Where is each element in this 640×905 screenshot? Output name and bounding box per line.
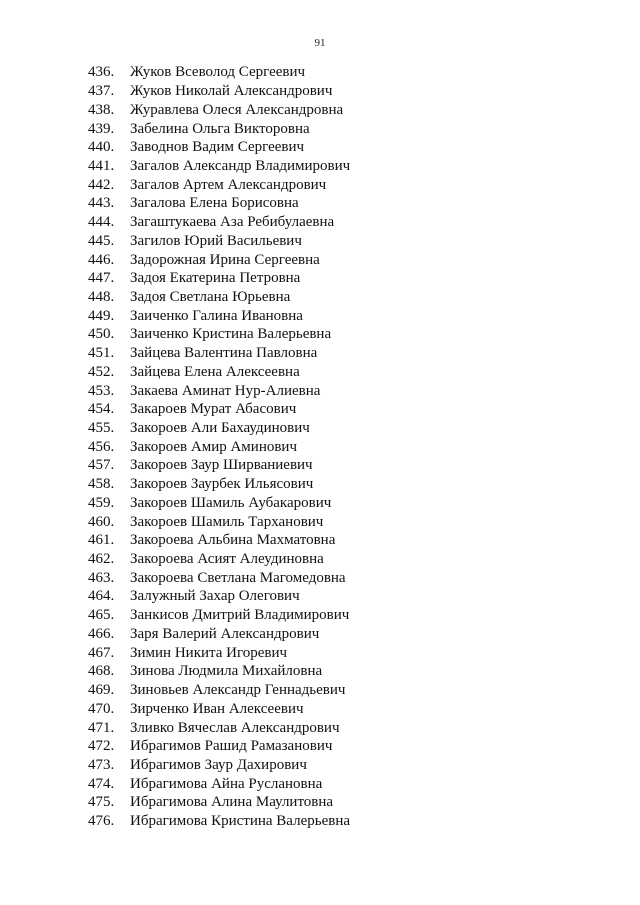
list-item-number: 460.: [88, 513, 115, 530]
list-item-number: 472.: [88, 738, 115, 755]
list-item-name: Задорожная Ирина Сергеевна: [130, 251, 320, 268]
list-item: [88, 250, 588, 269]
page-number: 91: [314, 37, 326, 49]
list-item-number: 470.: [88, 700, 115, 717]
list-item-name: Загилов Юрий Васильевич: [130, 232, 302, 249]
list-item-number: 466.: [88, 625, 115, 642]
list-item-name: Залужный Захар Олегович: [130, 588, 300, 605]
list-item: [88, 812, 588, 831]
list-item-name: Зиновьев Александр Геннадьевич: [130, 682, 346, 699]
list-item-name: Ибрагимов Заур Дахирович: [130, 756, 307, 773]
list-item: [88, 587, 588, 606]
list-item: [88, 119, 588, 138]
list-item: [88, 325, 588, 344]
list-item-name: Загаштукаева Аза Ребибулаевна: [130, 214, 335, 231]
list-item-number: 441.: [88, 157, 115, 174]
list-item-number: 444.: [88, 214, 115, 231]
list-item-name: Жуков Всеволод Сергеевич: [130, 64, 306, 81]
list-item: [88, 381, 588, 400]
list-item: [88, 550, 588, 569]
list-item-number: 442.: [88, 176, 115, 193]
list-item: [88, 793, 588, 812]
list-item: [88, 625, 588, 644]
list-item-name: Загалов Артем Александрович: [130, 176, 327, 193]
list-item: [88, 63, 588, 82]
list-item-number: 458.: [88, 476, 115, 493]
list-item-name: Заводнов Вадим Сергеевич: [130, 139, 305, 156]
list-item-name: Задоя Светлана Юрьевна: [130, 288, 291, 305]
list-item-number: 462.: [88, 551, 115, 568]
list-item: [88, 737, 588, 756]
list-item: [88, 175, 588, 194]
list-item-number: 461.: [88, 532, 115, 549]
list-item: [88, 456, 588, 475]
list-item-name: Жуков Николай Александрович: [130, 83, 333, 100]
list-item-number: 438.: [88, 101, 115, 118]
list-item: [88, 681, 588, 700]
list-item-name: Закороев Амир Аминович: [130, 438, 298, 455]
list-item: [88, 531, 588, 550]
list-item-number: 467.: [88, 644, 115, 661]
list-item-name: Заиченко Кристина Валерьевна: [130, 326, 332, 343]
list-item-name: Ибрагимова Кристина Валерьевна: [130, 813, 350, 830]
list-item-name: Закароев Мурат Абасович: [130, 401, 297, 418]
list-item-number: 452.: [88, 363, 115, 380]
name-list: [88, 63, 588, 830]
list-item-number: 474.: [88, 775, 115, 792]
list-item-number: 453.: [88, 382, 115, 399]
list-item-number: 475.: [88, 794, 115, 811]
list-item: [88, 756, 588, 775]
list-item-number: 463.: [88, 569, 115, 586]
list-item-number: 436.: [88, 64, 115, 81]
list-item-name: Ибрагимов Рашид Рамазанович: [130, 738, 333, 755]
list-item-number: 450.: [88, 326, 115, 343]
list-item-number: 448.: [88, 288, 115, 305]
list-item: [88, 306, 588, 325]
list-item-name: Закороев Заурбек Ильясович: [130, 476, 314, 493]
list-item-number: 464.: [88, 588, 115, 605]
list-item-name: Зайцева Елена Алексеевна: [130, 363, 300, 380]
list-item-name: Закороев Али Бахаудинович: [130, 420, 310, 437]
list-item-number: 473.: [88, 756, 115, 773]
list-item: [88, 512, 588, 531]
list-item-number: 469.: [88, 682, 115, 699]
list-item: [88, 568, 588, 587]
list-item: [88, 82, 588, 101]
list-item-name: Закороев Заур Ширваниевич: [130, 457, 313, 474]
list-item-number: 440.: [88, 139, 115, 156]
list-item: [88, 437, 588, 456]
list-item-name: Закороева Светлана Магомедовна: [130, 569, 346, 586]
list-item-number: 447.: [88, 270, 115, 287]
list-item-number: 476.: [88, 813, 115, 830]
list-item-number: 446.: [88, 251, 115, 268]
list-item-number: 468.: [88, 663, 115, 680]
list-item-name: Зимин Никита Игоревич: [130, 644, 288, 661]
list-item-number: 465.: [88, 607, 115, 624]
list-item-name: Загалов Александр Владимирович: [130, 157, 351, 174]
list-item: [88, 662, 588, 681]
list-item-name: Занкисов Дмитрий Владимирович: [130, 607, 350, 624]
list-item-name: Закороева Альбина Махматовна: [130, 532, 336, 549]
list-item-name: Зирченко Иван Алексеевич: [130, 700, 304, 717]
list-item: [88, 606, 588, 625]
list-item-name: Зинова Людмила Михайловна: [130, 663, 323, 680]
list-item: [88, 100, 588, 119]
list-item-number: 471.: [88, 719, 115, 736]
list-item-number: 451.: [88, 345, 115, 362]
list-item: [88, 231, 588, 250]
list-item-number: 459.: [88, 494, 115, 511]
list-item-number: 439.: [88, 120, 115, 137]
list-item-name: Ибрагимова Алина Маулитовна: [130, 794, 334, 811]
list-item: [88, 344, 588, 363]
list-item-name: Закороев Шамиль Аубакарович: [130, 494, 332, 511]
list-item-name: Журавлева Олеся Александровна: [130, 101, 344, 118]
list-item-number: 457.: [88, 457, 115, 474]
list-item: [88, 419, 588, 438]
list-item-name: Загалова Елена Борисовна: [130, 195, 299, 212]
list-item: [88, 494, 588, 513]
list-item-name: Зайцева Валентина Павловна: [130, 345, 318, 362]
list-item: [88, 400, 588, 419]
list-item: [88, 194, 588, 213]
list-item-name: Ибрагимова Айна Руслановна: [130, 775, 323, 792]
list-item-number: 443.: [88, 195, 115, 212]
list-item-name: Закороев Шамиль Тарханович: [130, 513, 324, 530]
list-item: [88, 157, 588, 176]
list-item-number: 437.: [88, 83, 115, 100]
list-item-name: Заря Валерий Александрович: [130, 625, 320, 642]
list-item: [88, 774, 588, 793]
list-item-name: Закаева Аминат Нур-Алиевна: [130, 382, 321, 399]
list-item-name: Забелина Ольга Викторовна: [130, 120, 310, 137]
list-item-number: 445.: [88, 232, 115, 249]
list-item-name: Задоя Екатерина Петровна: [130, 270, 301, 287]
list-item: [88, 699, 588, 718]
list-item-name: Зливко Вячеслав Александрович: [130, 719, 340, 736]
list-item-number: 456.: [88, 438, 115, 455]
list-item-name: Заиченко Галина Ивановна: [130, 307, 303, 324]
list-item-number: 455.: [88, 420, 115, 437]
list-item: [88, 288, 588, 307]
list-item: [88, 269, 588, 288]
list-item: [88, 213, 588, 232]
list-item: [88, 363, 588, 382]
list-item-number: 454.: [88, 401, 115, 418]
list-item: [88, 718, 588, 737]
list-item: [88, 138, 588, 157]
list-item-name: Закороева Асият Алеудиновна: [130, 551, 324, 568]
list-item: [88, 475, 588, 494]
list-item: [88, 643, 588, 662]
list-item-number: 449.: [88, 307, 115, 324]
